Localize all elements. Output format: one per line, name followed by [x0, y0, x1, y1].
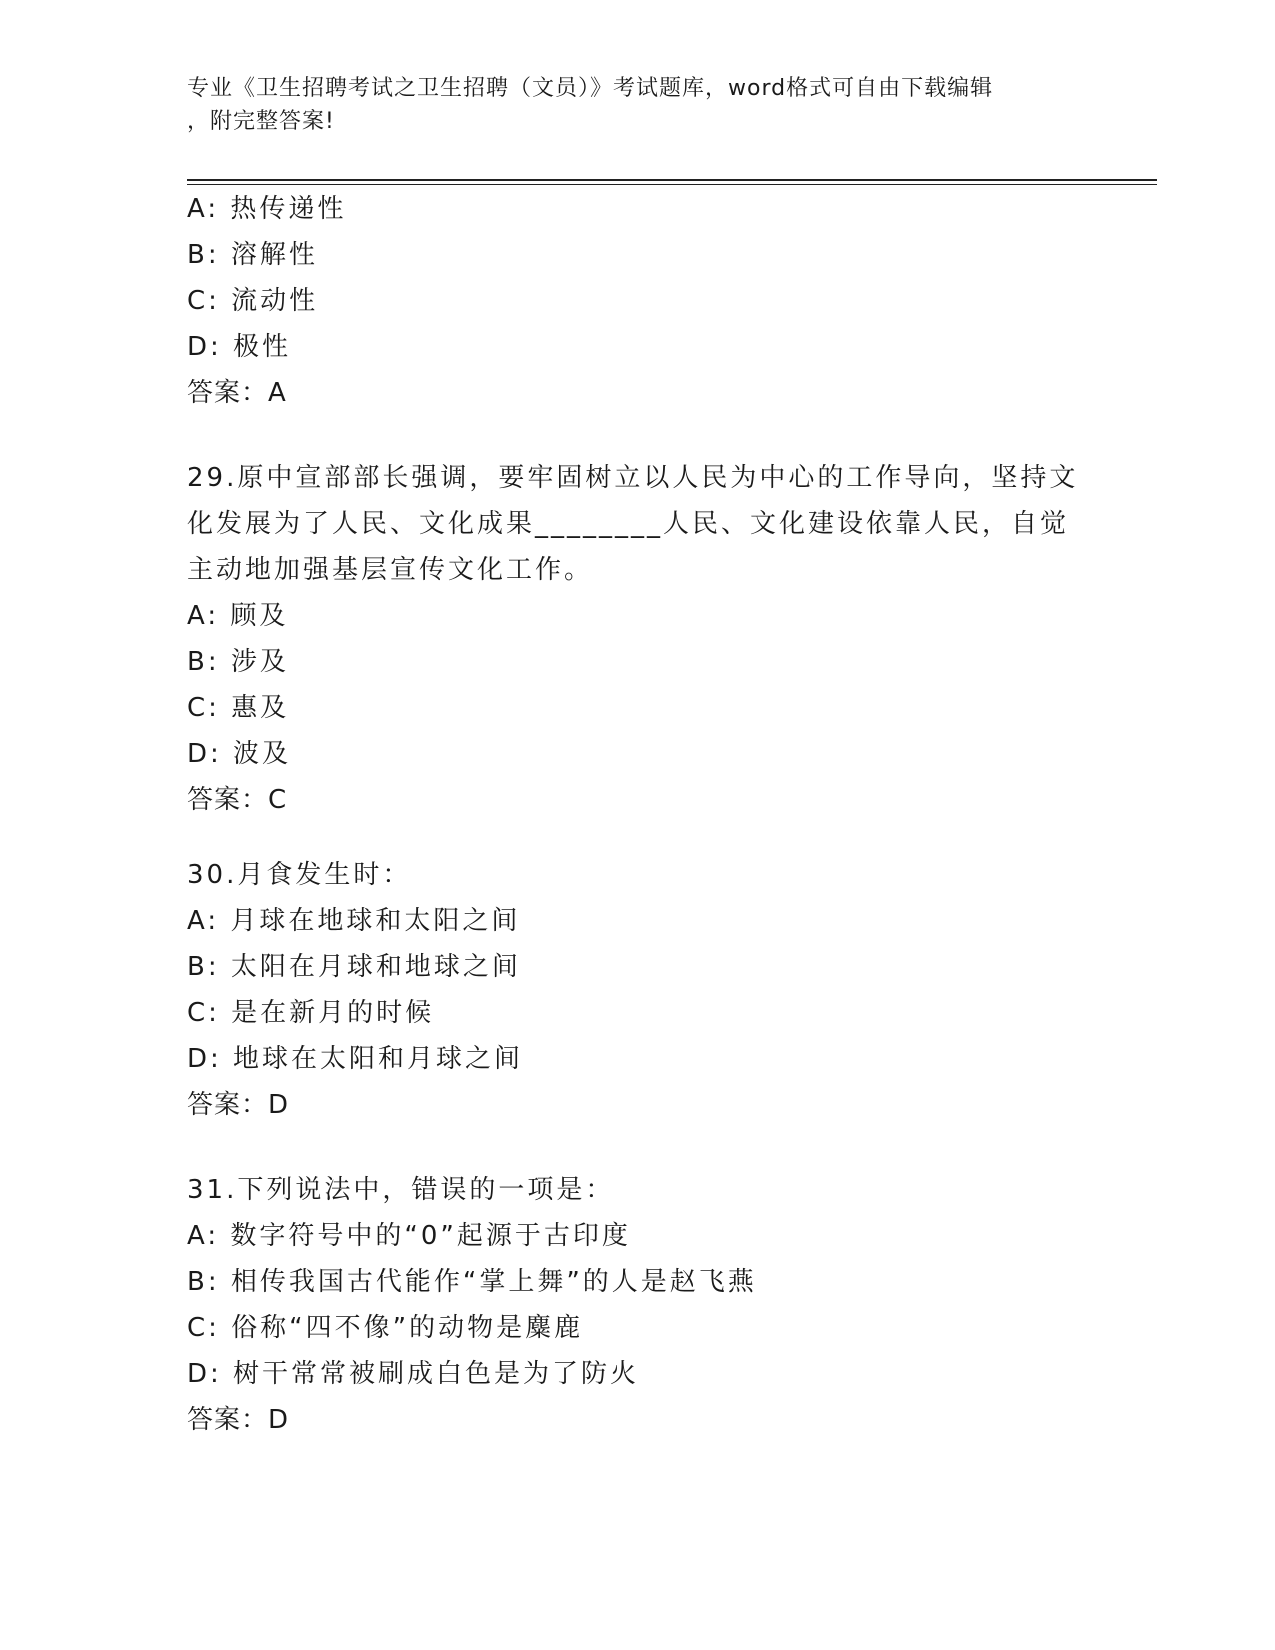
option-b: B: 溶解性	[187, 240, 318, 270]
answer-label: 答案：A	[187, 378, 287, 408]
option-d: D: 波及	[187, 739, 292, 769]
answer-label: 答案：C	[187, 785, 288, 815]
option-b: B: 太阳在月球和地球之间	[187, 952, 521, 982]
question-31	[187, 1167, 1087, 1443]
header-line-1: 专业《卫生招聘考试之卫生招聘（文员）》考试题库，word格式可自由下载编辑	[187, 76, 994, 101]
document-header	[187, 72, 1067, 138]
question-text-line: 29.原中宣部部长强调，要牢固树立以人民为中心的工作导向，坚持文	[187, 463, 1079, 493]
question-text: 31.下列说法中，错误的一项是：	[187, 1175, 615, 1205]
question-text-line: 化发展为了人民、文化成果________人民、文化建设依靠人民，自觉	[187, 509, 1070, 539]
header-rule-thin	[187, 184, 1157, 185]
question-28	[187, 186, 1087, 416]
question-29	[187, 455, 1087, 823]
option-b: B: 涉及	[187, 647, 289, 677]
option-c: C: 俗称“四不像”的动物是麋鹿	[187, 1313, 584, 1343]
option-a: A: 顾及	[187, 601, 289, 631]
option-c: C: 惠及	[187, 693, 290, 723]
question-text: 30.月食发生时：	[187, 860, 412, 890]
question-30	[187, 852, 1087, 1128]
option-a: A: 热传递性	[187, 194, 347, 224]
option-a: A: 数字符号中的“0”起源于古印度	[187, 1221, 631, 1251]
header-rule-thick	[187, 179, 1157, 181]
answer-label: 答案：D	[187, 1090, 290, 1120]
option-d: D: 地球在太阳和月球之间	[187, 1044, 524, 1074]
option-b: B: 相传我国古代能作“掌上舞”的人是赵飞燕	[187, 1267, 757, 1297]
option-c: C: 是在新月的时候	[187, 998, 435, 1028]
option-c: C: 流动性	[187, 286, 319, 316]
answer-label: 答案：D	[187, 1405, 290, 1435]
option-d: D: 树干常常被刷成白色是为了防火	[187, 1359, 640, 1389]
option-a: A: 月球在地球和太阳之间	[187, 906, 521, 936]
option-d: D: 极性	[187, 332, 292, 362]
header-line-2: ，附完整答案!	[187, 109, 335, 134]
question-text-line: 主动地加强基层宣传文化工作。	[187, 555, 594, 585]
